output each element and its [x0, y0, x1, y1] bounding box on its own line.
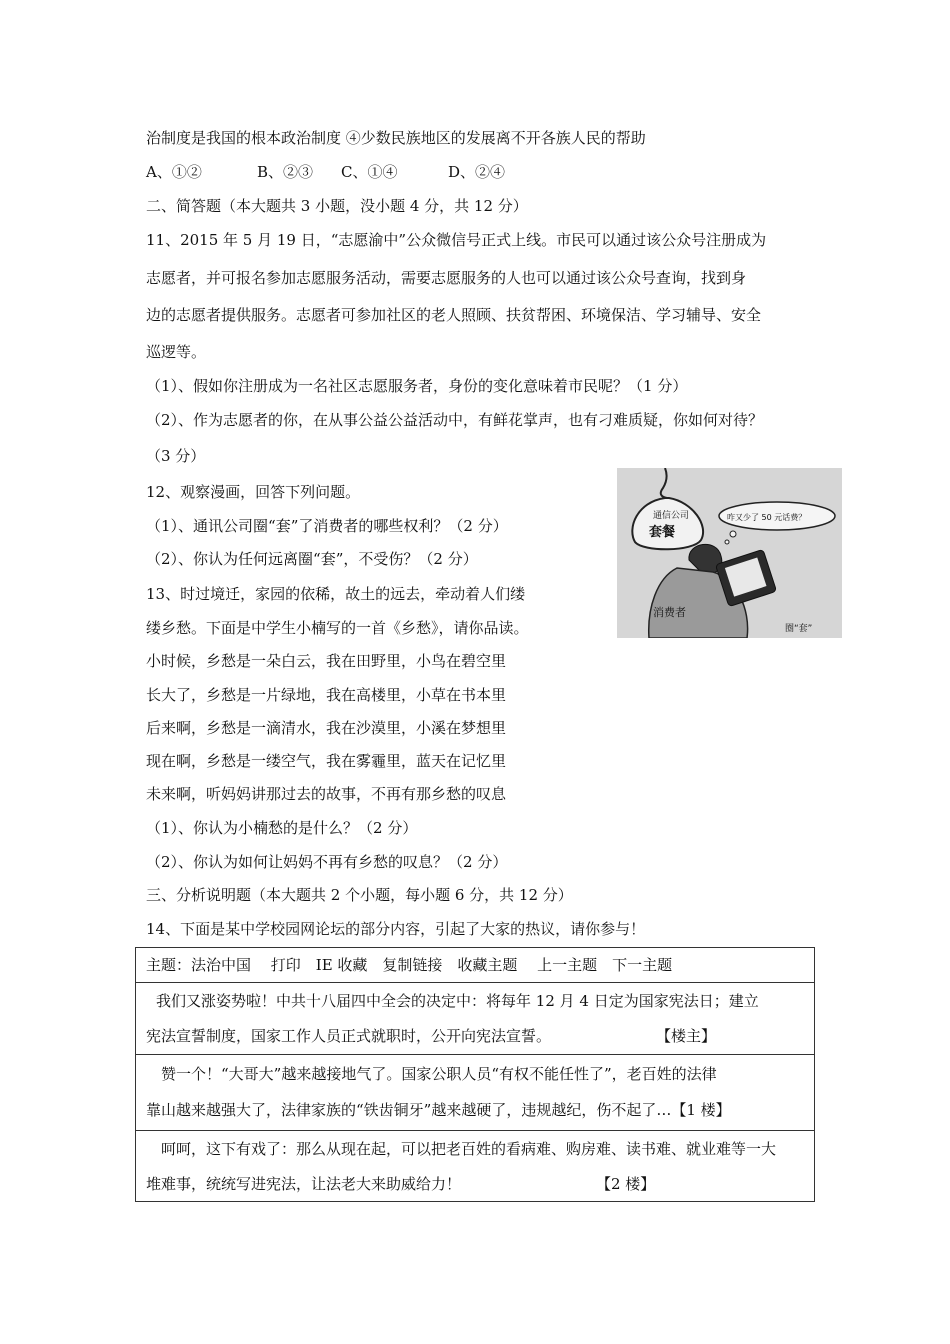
sub-question: （2）、作为志愿者的你，在从事公益公益活动中，有鲜花掌声，也有刁难质疑，你如何对待？ — [146, 411, 764, 429]
text-line: 志愿者，并可报名参加志愿服务活动，需要志愿服务的人也可以通过该公众号查询，找到身 — [146, 269, 747, 287]
text-line: 缕乡愁。下面是中学生小楠写的一首《乡愁》，请你品读。 — [146, 619, 529, 637]
option-c: C、①④ — [341, 163, 398, 181]
text-line: （3 分） — [146, 447, 206, 465]
poem-line: 现在啊，乡愁是一缕空气，我在雾霾里，蓝天在记忆里 — [146, 752, 507, 770]
question-11: 11、2015 年 5 月 19 日，“志愿渝中”公众微信号正式上线。市民可以通过该公众号注册成为 — [146, 231, 767, 249]
poem-line: 未来啊，听妈妈讲那过去的故事，不再有那乡愁的叹息 — [146, 785, 507, 803]
forum-header: 主题：法治中国 打印 IE 收藏 复制链接 收藏主题 上一主题 下一主题 — [146, 956, 673, 974]
sub-question: （2）、你认为如何让妈妈不再有乡愁的叹息？（2 分） — [146, 853, 508, 871]
question-13: 13、时过境迁，家园的依稀，故土的远去，牵动着人们缕 — [146, 585, 526, 603]
text-line: 治制度是我国的根本政治制度 ④少数民族地区的发展离不开各族人民的帮助 — [146, 129, 646, 147]
poem-line: 后来啊，乡愁是一滴清水，我在沙漠里，小溪在梦想里 — [146, 719, 507, 737]
post-text: 堆难事，统统写进宪法，让法老大来助威给力！ — [146, 1175, 462, 1193]
question-12: 12、观察漫画，回答下列问题。 — [146, 483, 361, 501]
post-text: 靠山越来越强大了，法律家族的“铁齿铜牙”越来越硬了，违规越纪，伤不起了…【1 楼】 — [146, 1101, 731, 1119]
cartoon-caption: 圈“套” — [785, 624, 813, 634]
section-heading: 二、简答题（本大题共 3 小题，没小题 4 分，共 12 分） — [146, 197, 528, 215]
sub-question: （1）、通讯公司圈“套”了消费者的哪些权利？（2 分） — [146, 517, 508, 535]
sub-question: （2）、你认为任何远离圈“套”，不受伤？（2 分） — [146, 550, 478, 568]
forum-post-floor-1 — [136, 1054, 814, 1131]
forum-post-owner — [136, 982, 814, 1055]
post-tag: 【2 楼】 — [596, 1175, 656, 1193]
poem-line: 小时候，乡愁是一朵白云，我在田野里，小鸟在碧空里 — [146, 652, 507, 670]
question-14: 14、下面是某中学校园网论坛的部分内容，引起了大家的热议，请你参与！ — [146, 920, 646, 938]
cartoon-image — [617, 468, 842, 638]
bag-label-2: 套餐 — [649, 525, 676, 540]
post-text: 呵呵，这下有戏了：那么从现在起，可以把老百姓的看病难、购房难、读书难、就业难等一大 — [161, 1140, 777, 1158]
text-line: 巡逻等。 — [146, 343, 207, 361]
option-a: A、①② — [146, 163, 202, 181]
poem-line: 长大了，乡愁是一片绿地，我在高楼里，小草在书本里 — [146, 686, 507, 704]
post-text: 赞一个！“大哥大”越来越接地气了。国家公职人员“有权不能任性了”，老百姓的法律 — [161, 1065, 717, 1083]
option-d: D、②④ — [448, 163, 506, 181]
forum-box — [135, 947, 815, 1202]
sub-question: （1）、假如你注册成为一名社区志愿服务者，身份的变化意味着市民呢？（1 分） — [146, 377, 688, 395]
speech-bubble-text: 咋又少了 50 元话费？ — [727, 513, 807, 522]
text-line: 边的志愿者提供服务。志愿者可参加社区的老人照顾、扶贫帮困、环境保洁、学习辅导、安全 — [146, 306, 762, 324]
bag-label-1: 通信公司 — [653, 511, 690, 521]
person-label: 消费者 — [653, 606, 686, 619]
post-text: 我们又涨姿势啦！中共十八届四中全会的决定中：将每年 12 月 4 日定为国家宪法日；建立 — [156, 992, 759, 1010]
post-tag: 【楼主】 — [656, 1027, 717, 1045]
option-b: B、②③ — [257, 163, 314, 181]
section-heading: 三、分析说明题（本大题共 2 个小题，每小题 6 分，共 12 分） — [146, 886, 573, 904]
forum-post-floor-2 — [136, 1130, 814, 1203]
sub-question: （1）、你认为小楠愁的是什么？（2 分） — [146, 819, 418, 837]
post-text: 宪法宣誓制度，国家工作人员正式就职时，公开向宪法宣誓。 — [146, 1027, 552, 1045]
